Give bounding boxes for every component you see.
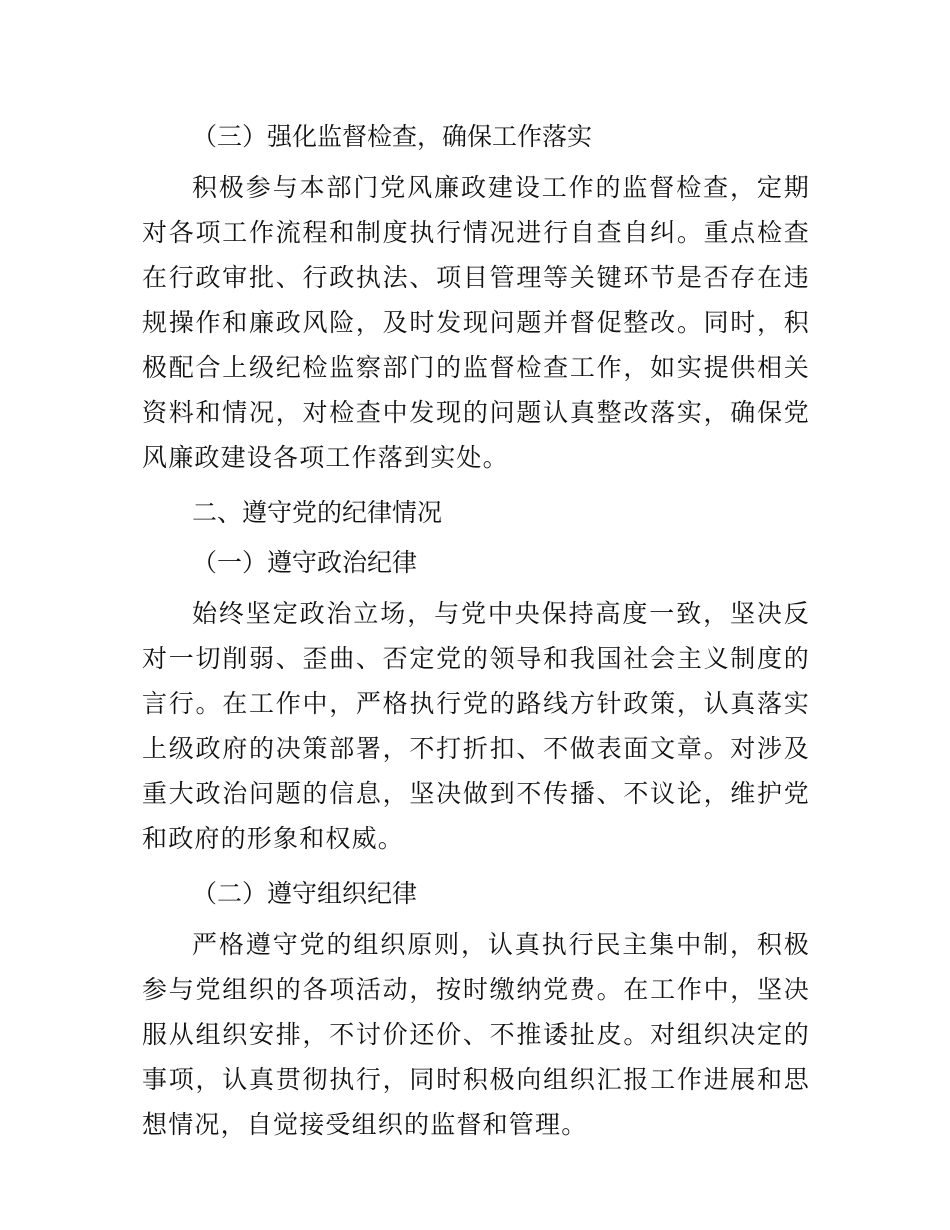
part-2-subsection-1-heading: （一）遵守政治纪律 (192, 548, 418, 577)
part-2-subsection-2-paragraph: 严格遵守党的组织原则，认真执行民主集中制，积极参与党组织的各项活动，按时缴纳党费。在工作中，坚决服从组织安排，不讨价还价、不推诿扯皮。对组织决定的事项，认真贯彻执行，同时积极向组织汇报工作进展和思想情况，自觉接受组织的监督和管理。 (142, 930, 810, 1139)
section-3-paragraph: 积极参与本部门党风廉政建设工作的监督检查，定期对各项工作流程和制度执行情况进行自查自纠。重点检查在行政审批、行政执法、项目管理等关键环节是否存在违规操作和廉政风险，及时发现问题并督促整改。同时，积极配合上级纪检监察部门的监督检查工作，如实提供相关资料和情况，对检查中发现的问题认真整改落实，确保党风廉政建设各项工作落到实处。 (142, 173, 810, 472)
part-2-subsection-1-paragraph: 始终坚定政治立场，与党中央保持高度一致，坚决反对一切削弱、歪曲、否定党的领导和我国社会主义制度的言行。在工作中，严格执行党的路线方针政策，认真落实上级政府的决策部署，不打折扣、不做表面文章。对涉及重大政治问题的信息，坚决做到不传播、不议论，维护党和政府的形象和权威。 (142, 599, 810, 853)
document-body (142, 112, 810, 1147)
part-2-subsection-2-heading: （二）遵守组织纪律 (192, 879, 418, 908)
section-3-heading: （三）强化监督检查，确保工作落实 (192, 122, 593, 151)
part-2-heading: 二、遵守党的纪律情况 (192, 498, 443, 527)
